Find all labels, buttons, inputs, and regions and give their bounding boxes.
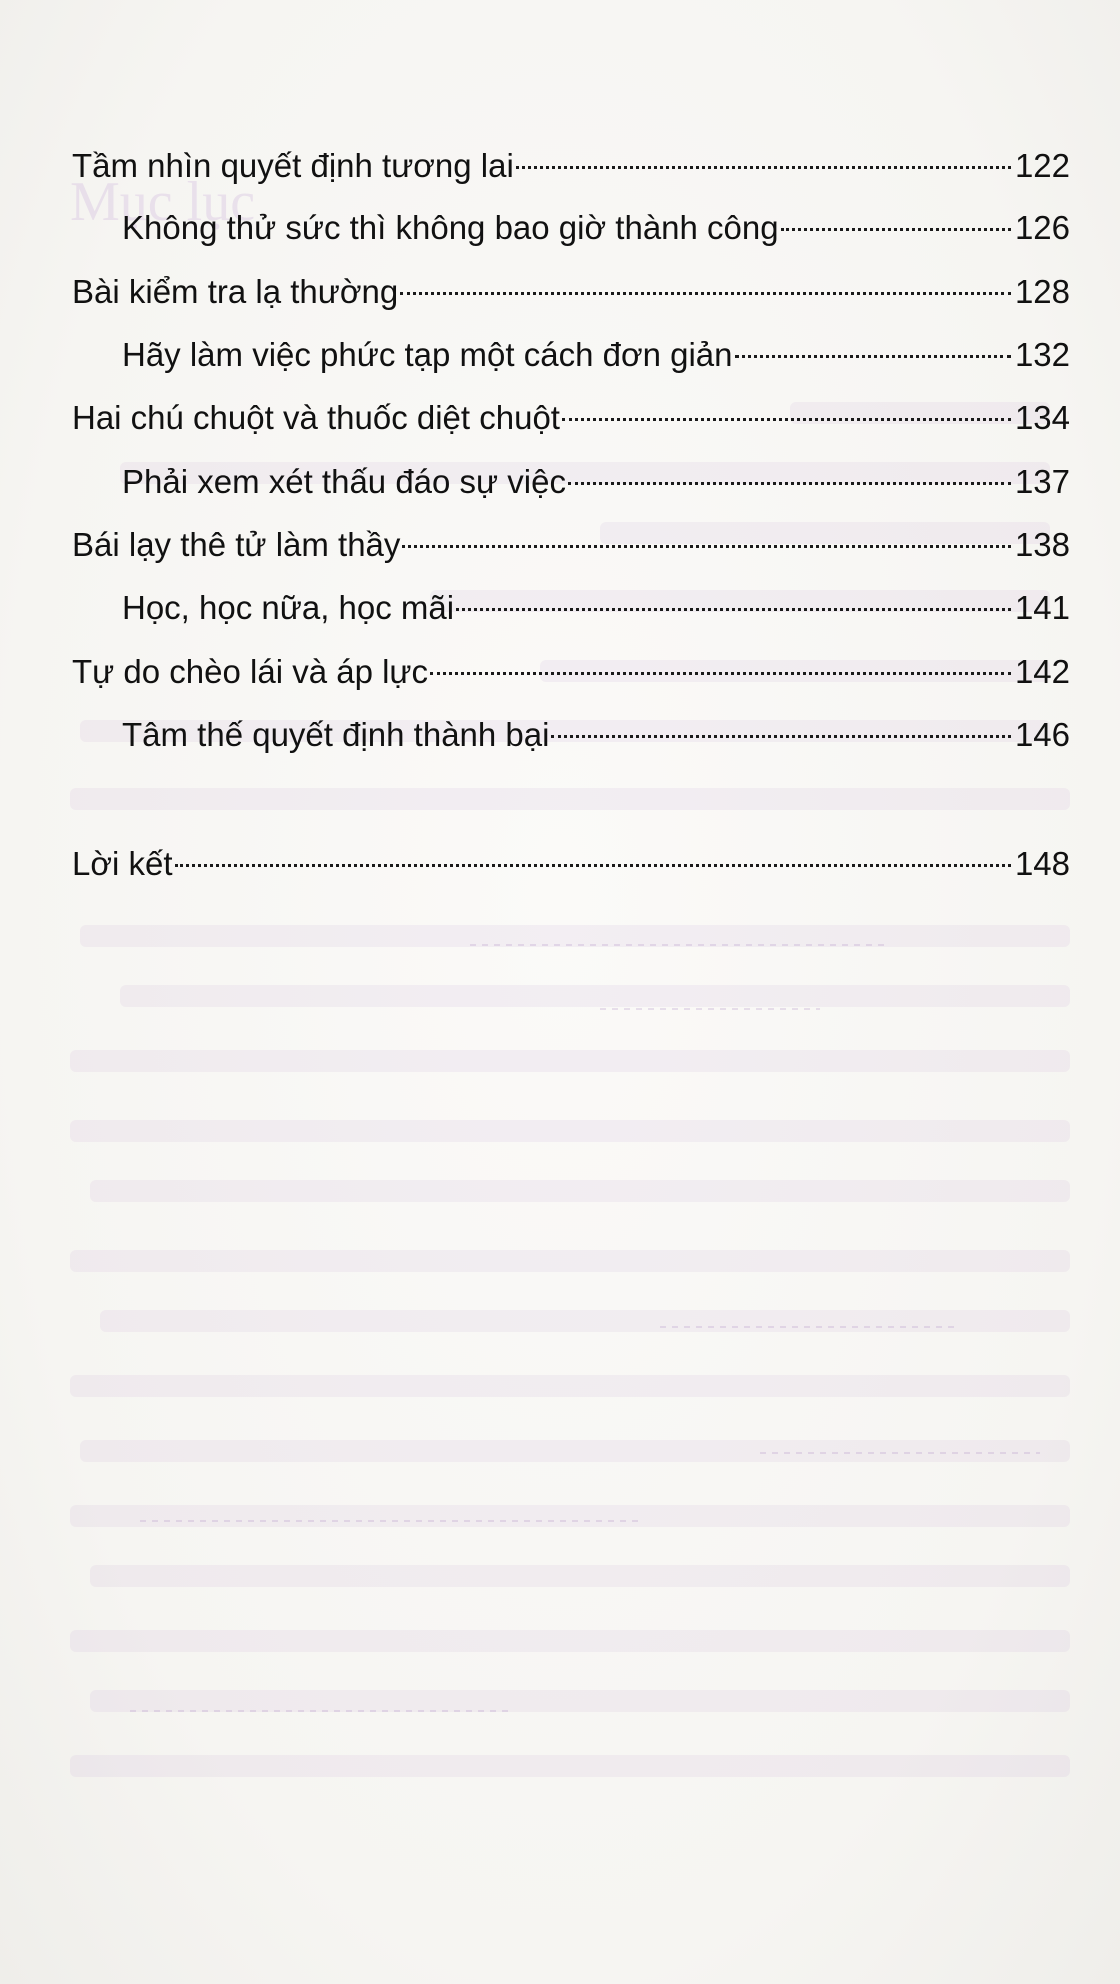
toc-entry-page: 134 — [1014, 399, 1070, 436]
toc-entry-title: Tâm thế quyết định thành bại — [122, 716, 550, 753]
dot-leader — [516, 166, 1011, 169]
dot-leader — [400, 292, 1011, 295]
dot-leader — [430, 672, 1011, 675]
toc-subentry — [122, 333, 1070, 377]
dot-leader — [402, 545, 1011, 548]
bleed-through-heading: Mục lục — [70, 171, 256, 233]
toc-entry-title: Hãy làm việc phức tạp một cách đơn giản — [122, 336, 733, 373]
ghost-line — [120, 985, 1070, 1007]
dot-leader — [562, 418, 1011, 421]
ghost-line — [90, 1180, 1070, 1202]
ghost-leader — [660, 1326, 960, 1328]
dot-leader — [456, 608, 1011, 611]
toc-entry-page: 126 — [1014, 209, 1070, 246]
ghost-line — [100, 1310, 1070, 1332]
toc-entry-page: 148 — [1014, 845, 1070, 882]
toc-entry-page: 141 — [1014, 589, 1070, 626]
toc-entry-page: 122 — [1014, 147, 1070, 184]
dot-leader — [568, 482, 1011, 485]
toc-entry — [72, 396, 1070, 440]
toc-subentry — [122, 460, 1070, 504]
toc-subentry — [122, 206, 1070, 250]
toc-entry-title: Bài kiểm tra lạ thường — [72, 273, 399, 310]
ghost-line — [80, 1440, 1070, 1462]
ghost-line — [70, 1375, 1070, 1397]
toc-entry — [72, 270, 1070, 314]
toc-entry — [72, 650, 1070, 694]
toc-entry-page: 132 — [1014, 336, 1070, 373]
toc-entry-title: Tự do chèo lái và áp lực — [72, 653, 429, 690]
ghost-line — [70, 1505, 1070, 1527]
toc-entry-title: Học, học nữa, học mãi — [122, 589, 455, 626]
ghost-leader — [140, 1520, 640, 1522]
toc-entry-title: Phải xem xét thấu đáo sự việc — [122, 463, 566, 500]
toc-subentry — [122, 586, 1070, 630]
toc-entry-page: 142 — [1014, 653, 1070, 690]
ghost-line — [70, 1755, 1070, 1777]
toc-entry-title: Lời kết — [72, 845, 173, 882]
toc-entry-page: 128 — [1014, 273, 1070, 310]
toc-entry-title: Không thử sức thì không bao giờ thành công — [122, 209, 779, 246]
toc-entry-page: 146 — [1014, 716, 1070, 753]
ghost-line — [70, 1250, 1070, 1272]
toc-subentry — [122, 713, 1070, 757]
ghost-line — [70, 788, 1070, 810]
ghost-line — [90, 1690, 1070, 1712]
ghost-leader — [600, 1008, 820, 1010]
toc-entry-title: Hai chú chuột và thuốc diệt chuột — [72, 399, 560, 436]
ghost-leader — [130, 1710, 510, 1712]
dot-leader — [175, 864, 1011, 867]
toc-entry — [72, 523, 1070, 567]
ghost-line — [80, 925, 1070, 947]
toc-entry — [72, 144, 1070, 188]
ghost-line — [70, 1120, 1070, 1142]
toc-entry-title: Bái lạy thê tử làm thầy — [72, 526, 401, 563]
toc-entry-page: 138 — [1014, 526, 1070, 563]
dot-leader — [551, 735, 1010, 738]
ghost-line — [70, 1050, 1070, 1072]
ghost-leader — [470, 944, 890, 946]
toc-entry — [72, 842, 1070, 886]
toc-entry-title: Tầm nhìn quyết định tương lai — [72, 147, 514, 184]
dot-leader — [735, 355, 1011, 358]
ghost-line — [90, 1565, 1070, 1587]
ghost-line — [70, 1630, 1070, 1652]
ghost-leader — [760, 1452, 1040, 1454]
dot-leader — [781, 228, 1011, 231]
toc-entry-page: 137 — [1014, 463, 1070, 500]
